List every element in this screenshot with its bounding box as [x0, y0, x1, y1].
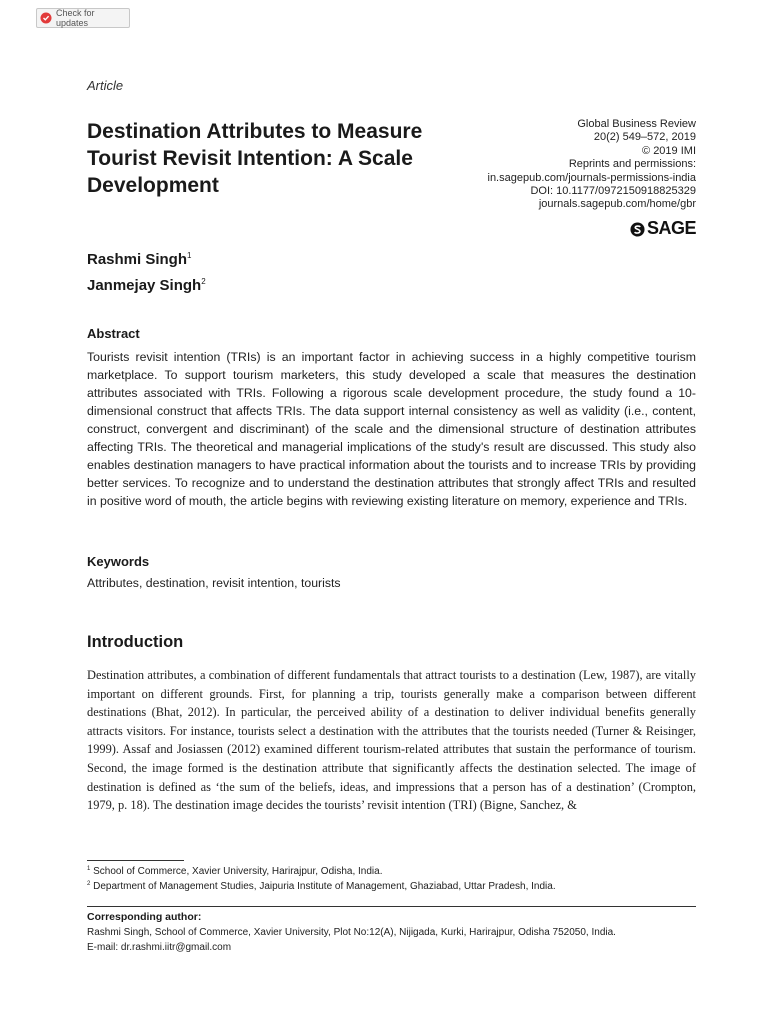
journal-home-link[interactable]: journals.sagepub.com/home/gbr — [538, 198, 696, 211]
footnote-1 — [87, 866, 383, 877]
footnote-divider — [87, 860, 184, 861]
journal-info — [456, 118, 696, 212]
footnote-2 — [87, 881, 556, 892]
paper-title: Destination Attributes to Measure Tourist Revisit Intention: A Scale Development — [87, 120, 423, 197]
journal-issue: 20(2) 549–572, 2019 — [593, 131, 696, 144]
introduction-text: Destination attributes, a combination of different fundamentals that attract tourists to a destination (Lew, 1987), are vitally important on different grounds. First, for planning a trip, tourists generally make a comparison between different destinations (Bhat, 2012). In particular, the perceived ability of a destination to deliver individual benefits generally attracts visitors. For instance, tourists select a destination with the attributes that the tourists needed (Turner & Reisinger, 1999). Assaf and Josiassen (2012) examined different tourism-related attributes that sustain the performance of tourism. Second, the image formed is the destination attribute that significantly affects the destination selected. The image of destination is defined as ‘the sum of the beliefs, ideas, and impressions that a person has of a destination’ (Crompton, 1979, p. 18). The destination image decides the tourists’ revisit intention (TRI) (Bigne, Sanchez, & — [87, 668, 696, 813]
author-1 — [87, 251, 191, 268]
corresponding-author-address: Rashmi Singh, School of Commerce, Xavier University, Plot No:12(A), Nijigada, Kurki, Harirajpur, Odisha 752050, India. — [87, 927, 616, 938]
sage-logo — [630, 218, 696, 239]
journal-copyright: © 2019 IMI — [642, 144, 696, 157]
author-2 — [87, 277, 206, 294]
publisher-name: SAGE — [646, 218, 696, 238]
abstract-text: Tourists revisit intention (TRIs) is an important factor in achieving success in a highly competitive tourism marketplace. To support tourism marketers, this study developed a scale that measures the destination attributes associated with TRIs. Following a rigorous scale development procedure, the study found a 10-dimensional construct that affects TRIs. The data support internal consistency as well as validity (i.e., content, construct, convergent and discriminant) of the scale and the dimensional structure of destination attributes affecting TRIs. The theoretical and managerial implications of the study's result are discussed. This study also enables destination managers to have practical information about the tourists and to increase TRIs by providing better services. To recognize and to understand the destination attributes that strongly affect TRIs and resulted in positive word of mouth, the article begins with reviewing existing literature on memory, experience and TRIs. — [87, 350, 696, 508]
introduction-heading: Introduction — [87, 633, 184, 651]
affiliation-mark: 1 — [187, 251, 192, 260]
footnote-mark: 2 — [87, 881, 91, 887]
abstract-heading: Abstract — [87, 326, 140, 341]
doi[interactable]: DOI: 10.1177/0972150918825329 — [530, 185, 696, 198]
keywords-heading: Keywords — [87, 554, 150, 569]
article-type-label: Article — [87, 78, 124, 93]
author-name: Rashmi Singh — [87, 251, 188, 268]
reprints-link[interactable]: in.sagepub.com/journals-permissions-india — [487, 171, 696, 184]
footnote-text: School of Commerce, Xavier University, Harirajpur, Odisha, India. — [93, 866, 383, 877]
corresponding-author-email[interactable]: E-mail: dr.rashmi.iitr@gmail.com — [87, 942, 232, 953]
footnote-text: Department of Management Studies, Jaipuria Institute of Management, Ghaziabad, Uttar Pradesh, India. — [93, 881, 556, 892]
reprints-label: Reprints and permissions: — [568, 158, 696, 171]
check-for-updates-label: Check for updates — [56, 8, 95, 28]
author-name: Janmejay Singh — [87, 277, 202, 294]
keywords-text: Attributes, destination, revisit intention, tourists — [87, 576, 341, 590]
affiliation-mark: 2 — [201, 277, 206, 286]
sage-logo-icon — [630, 221, 645, 236]
journal-name: Global Business Review — [577, 118, 696, 130]
check-for-updates-badge[interactable] — [36, 8, 130, 28]
corresponding-divider — [87, 906, 696, 907]
crossmark-icon — [40, 12, 52, 24]
footnote-mark: 1 — [87, 866, 91, 872]
corresponding-author-heading: Corresponding author: — [87, 911, 202, 923]
